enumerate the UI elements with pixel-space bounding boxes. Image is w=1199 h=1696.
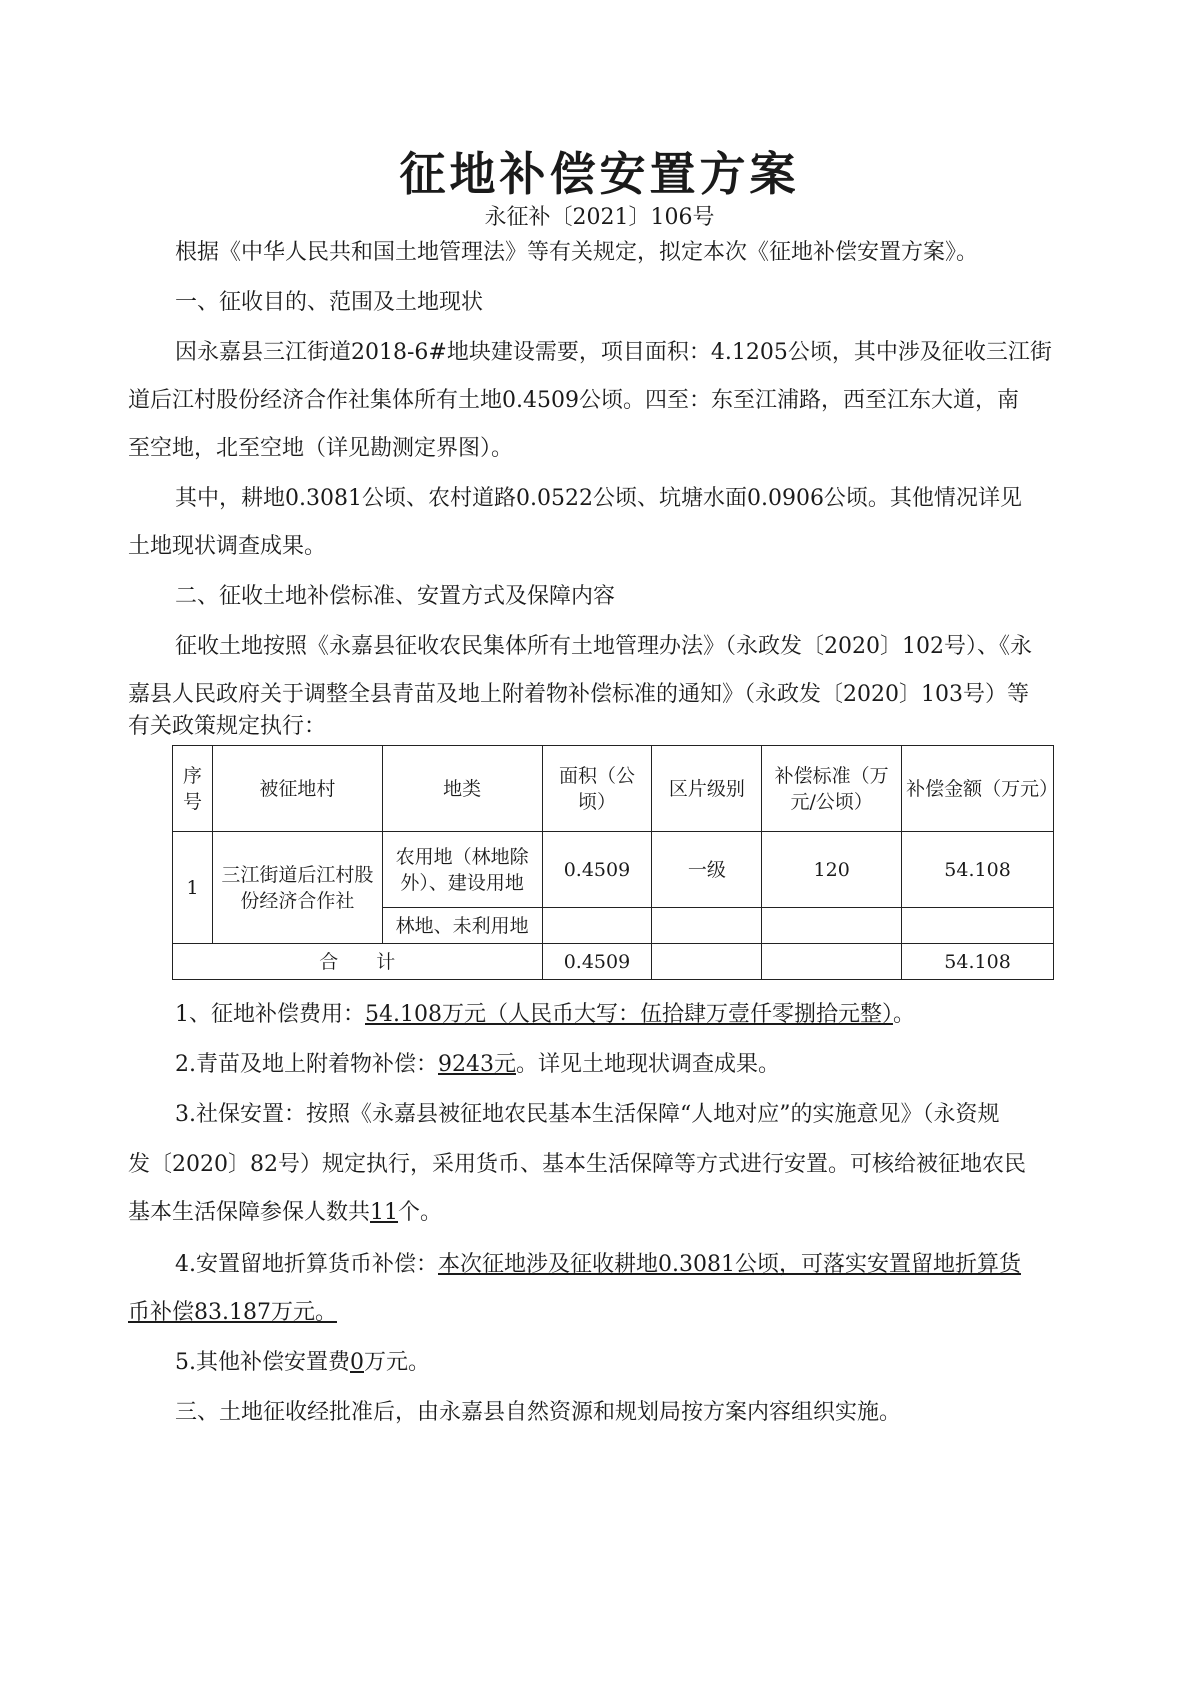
cell-standard-b (762, 908, 902, 944)
document-number: 永征补〔2021〕106号 (484, 205, 715, 230)
item5-value: 0 (350, 1350, 364, 1375)
section1-para1-line2: 道后江村股份经济合作社集体所有土地0.4509公顷。四至：东至江浦路，西至江东大道，南 (128, 388, 1019, 413)
cell-area-b (542, 908, 652, 944)
total-standard (762, 944, 902, 980)
item2-value: 9243元 (438, 1052, 516, 1077)
cell-village: 三江街道后江村股份经济合作社 (212, 832, 382, 944)
cell-land-type-a: 农用地（林地除外）、建设用地 (382, 832, 542, 908)
compensation-table (172, 745, 1059, 980)
table-row (173, 832, 1054, 908)
item5-suffix: 万元。 (364, 1350, 431, 1375)
cell-amount-a: 54.108 (902, 832, 1054, 908)
page-title: 征地补偿安置方案 (399, 147, 800, 201)
item5-line (175, 1348, 430, 1378)
item5-prefix: 5.其他补偿安置费 (175, 1350, 350, 1375)
header-village: 被征地村 (212, 746, 382, 832)
item4-value-line1: 本次征地涉及征收耕地0.3081公顷，可落实安置留地折算货 (438, 1252, 1021, 1277)
section1-para2-line2: 土地现状调查成果。 (128, 534, 327, 559)
cell-area-a: 0.4509 (542, 832, 652, 908)
total-area: 0.4509 (542, 944, 652, 980)
header-standard: 补偿标准（万元/公顷） (762, 746, 902, 832)
header-amount: 补偿金额（万元） (902, 746, 1054, 832)
table-total-row (173, 944, 1054, 980)
total-amount: 54.108 (902, 944, 1054, 980)
section2-heading: 二、征收土地补偿标准、安置方式及保障内容 (175, 584, 616, 609)
cell-standard-a: 120 (762, 832, 902, 908)
intro-paragraph: 根据《中华人民共和国土地管理法》等有关规定，拟定本次《征地补偿安置方案》。 (175, 240, 979, 265)
cell-zone-b (652, 908, 762, 944)
cell-zone-a: 一级 (652, 832, 762, 908)
cell-amount-b (902, 908, 1054, 944)
section2-para1-line1: 征收土地按照《永嘉县征收农民集体所有土地管理办法》（永政发〔2020〕102号）、《永 (175, 634, 1032, 659)
item3-line2: 发〔2020〕82号）规定执行，采用货币、基本生活保障等方式进行安置。可核给被征地农民 (128, 1152, 1026, 1177)
total-zone (652, 944, 762, 980)
item1-prefix: 1、征地补偿费用： (175, 1002, 365, 1027)
item3-suffix: 个。 (398, 1200, 443, 1225)
section2-para1-line3: 有关政策规定执行： (128, 714, 327, 739)
section3-paragraph: 三、土地征收经批准后，由永嘉县自然资源和规划局按方案内容组织实施。 (175, 1400, 902, 1425)
header-seq: 序号 (173, 746, 213, 832)
item2-suffix: 。详见土地现状调查成果。 (516, 1052, 781, 1077)
section2-para1-line2: 嘉县人民政府关于调整全县青苗及地上附着物补偿标准的通知》（永政发〔2020〕103号）等 (128, 682, 1029, 707)
item2-prefix: 2.青苗及地上附着物补偿： (175, 1052, 438, 1077)
section1-heading: 一、征收目的、范围及土地现状 (175, 290, 484, 315)
section1-para1-line1: 因永嘉县三江街道2018-6#地块建设需要，项目面积：4.1205公顷，其中涉及征收三江街 (175, 340, 1052, 365)
item1-value: 54.108万元（人民币大写：伍拾肆万壹仟零捌拾元整） (365, 1002, 893, 1027)
cell-seq: 1 (173, 832, 213, 944)
header-zone: 区片级别 (652, 746, 762, 832)
item4-prefix: 4.安置留地折算货币补偿： (175, 1252, 438, 1277)
item3-line3 (128, 1198, 442, 1228)
item4-value-line2: 币补偿83.187万元。 (128, 1300, 337, 1325)
section1-para2-line1: 其中，耕地0.3081公顷、农村道路0.0522公顷、坑塘水面0.0906公顷。其他情况详见 (175, 486, 1022, 511)
header-area: 面积（公顷） (542, 746, 652, 832)
item2-line (175, 1050, 780, 1080)
cell-land-type-b: 林地、未利用地 (382, 908, 542, 944)
total-label: 合 计 (173, 944, 543, 980)
item1-line (175, 1000, 915, 1030)
table-header-row (173, 746, 1054, 832)
item3-line1: 3.社保安置：按照《永嘉县被征地农民基本生活保障“人地对应”的实施意见》（永资规 (175, 1102, 1000, 1127)
item4-line1 (175, 1250, 1021, 1280)
item1-suffix: 。 (892, 1002, 915, 1027)
header-land-type: 地类 (382, 746, 542, 832)
item4-line2 (128, 1298, 337, 1328)
section1-para1-line3: 至空地，北至空地（详见勘测定界图）。 (128, 436, 514, 461)
item3-value: 11 (370, 1200, 399, 1225)
item3-prefix: 基本生活保障参保人数共 (128, 1200, 371, 1225)
